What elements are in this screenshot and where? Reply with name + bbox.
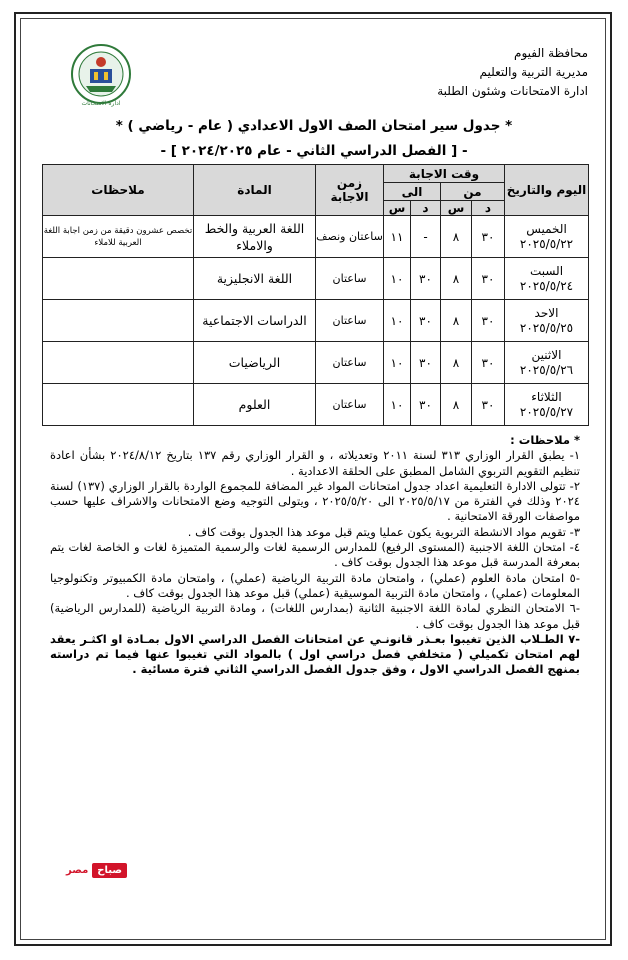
row-date: ٢٠٢٥/٥/٢٧ <box>519 404 574 419</box>
row-to-hour: ١٠ <box>384 384 411 426</box>
row-day-date <box>505 300 589 342</box>
brand-part-1: صباح <box>92 863 127 878</box>
row-subject: العلوم <box>194 384 316 426</box>
directorate-line: مديرية التربية والتعليم <box>479 65 588 79</box>
row-from-hour: ٨ <box>441 258 472 300</box>
note-item-3: ٣- تقويم مواد الانشطة التربوية يكون عمليا ويتم قبل موعد هذا الجدول بوقت كاف . <box>187 524 580 539</box>
row-subject: اللغة الانجليزية <box>194 258 316 300</box>
row-day-date <box>505 216 589 258</box>
note-item-7: -٧ الطـلاب الذين تغيبوا بعـذر قانونـي عن امتحانات الفصل الدراسي الاول بمـادة او اكثـر يعقد لهم امتحان تكميلي ( متخلفي فصل دراسي اول ) بالمواد التي تغيبوا عنها فيما تم دراسته بمنهج الفصل الدراسي الاول ، وفق جدول الفصل الدراسي الثاني فترة مسائية . <box>50 631 580 677</box>
row-day-date <box>505 342 589 384</box>
row-to-min: - <box>411 216 441 258</box>
header-to: الى <box>384 183 441 201</box>
document-subtitle: - [ الفصل الدراسي الثاني - عام ٢٠٢٤/٢٠٢٥ ] - <box>160 143 468 159</box>
row-to-min: ٣٠ <box>411 258 441 300</box>
directorate-logo <box>70 42 132 110</box>
row-from-min: ٣٠ <box>472 384 505 426</box>
header-day-date: اليوم والتاريخ <box>505 165 589 216</box>
header-from: من <box>441 183 505 201</box>
row-date: ٢٠٢٥/٥/٢٦ <box>519 362 574 377</box>
row-to-hour: ١٠ <box>384 342 411 384</box>
row-duration: ساعتان <box>316 342 384 384</box>
header-from-hour: س <box>441 201 472 216</box>
row-note <box>43 384 194 426</box>
row-to-hour: ١٠ <box>384 300 411 342</box>
header-notes: ملاحظات <box>43 165 194 216</box>
row-to-min: ٣٠ <box>411 300 441 342</box>
note-item-4: ٤- امتحان اللغة الاجنبية (المستوى الرفيع) للمدارس الرسمية لغات والرسمية المتميزة لغات و الخاصة لغات يتم بمعرفة المدرسة قبل موعد هذا الجدول بوقت كاف . <box>50 540 580 570</box>
table-row <box>43 300 589 342</box>
governorate-line: محافظة الفيوم <box>514 46 588 60</box>
notes-section <box>50 433 580 678</box>
row-to-hour: ١١ <box>384 216 411 258</box>
row-from-hour: ٨ <box>441 300 472 342</box>
row-date: ٢٠٢٥/٥/٢٥ <box>519 320 574 335</box>
table-row <box>43 384 589 426</box>
row-day: الثلاثاء <box>531 389 562 404</box>
note-item-1: ١- يطبق القرار الوزاري ٣١٣ لسنة ٢٠١١ وتعديلاته ، و القرار الوزاري رقم ١٣٧ بتاريخ ٢٠٢٤/٨/١٢ بشأن اعادة تنظيم التقويم التربوي الشامل المطبق على الحلقة الاعدادية . <box>50 448 580 478</box>
exam-schedule-table <box>42 164 589 426</box>
row-day-date <box>505 384 589 426</box>
row-day: الاثنين <box>531 347 562 362</box>
row-from-hour: ٨ <box>441 384 472 426</box>
site-watermark-logo <box>51 860 127 880</box>
header-answer-time: وقت الاجابة <box>384 165 505 183</box>
row-from-hour: ٨ <box>441 216 472 258</box>
row-day-date <box>505 258 589 300</box>
row-subject: الرياضيات <box>194 342 316 384</box>
row-duration: ساعتان ونصف <box>316 216 384 258</box>
row-from-min: ٣٠ <box>472 216 505 258</box>
ministry-header <box>338 44 588 101</box>
note-item-5: -٥ امتحان مادة العلوم (عملي) ، وامتحان مادة التربية الرياضية (عملي) ، وامتحان مادة الكمبيوتر وتكنولوجيا المعلومات (عملي) ، وامتحان مادة التربية الموسيقية (عملي) قبل موعد هذا الجدول بوقت كاف . <box>50 570 580 600</box>
header-subject: المادة <box>194 165 316 216</box>
row-day: السبت <box>529 263 564 278</box>
row-duration: ساعتان <box>316 300 384 342</box>
row-date: ٢٠٢٥/٥/٢٢ <box>519 236 574 251</box>
row-subject: اللغة العربية والخط والاملاء <box>194 216 316 258</box>
row-from-hour: ٨ <box>441 342 472 384</box>
row-day: الاحد <box>534 305 559 320</box>
row-to-hour: ١٠ <box>384 258 411 300</box>
header-from-min: د <box>472 201 505 216</box>
row-duration: ساعتان <box>316 258 384 300</box>
row-subject: الدراسات الاجتماعية <box>194 300 316 342</box>
row-duration: ساعتان <box>316 384 384 426</box>
table-row <box>43 342 589 384</box>
row-from-min: ٣٠ <box>472 300 505 342</box>
note-item-2: ٢- تتولى الادارة التعليمية اعداد جدول امتحانات المواد غير المضافة للمجموع الواردة بالقرار الوزاري (١٣٧) لسنة ٢٠٢٤ وذلك في الفترة من ٢٠٢٥/٥/١٧ الى ٢٠٢٥/٥/٢٠ ، ويتولى التوجيه وضع الامتحانات والاشراف عليها حسب مواصفات الورقة الامتحانية . <box>50 478 580 524</box>
header-to-hour: س <box>384 201 411 216</box>
row-note: تخصص عشرون دقيقة من زمن اجابة اللغة العربية للاملاء <box>43 216 194 258</box>
department-line: ادارة الامتحانات وشئون الطلبة <box>437 84 588 98</box>
row-to-min: ٣٠ <box>411 384 441 426</box>
row-note <box>43 300 194 342</box>
row-note <box>43 342 194 384</box>
row-day: الخميس <box>526 221 567 236</box>
notes-heading: * ملاحظات : <box>510 433 580 447</box>
svg-text:ادارة الامتحانات: ادارة الامتحانات <box>81 100 121 107</box>
header-duration: زمن الاجابة <box>316 165 384 216</box>
row-from-min: ٣٠ <box>472 342 505 384</box>
row-from-min: ٣٠ <box>472 258 505 300</box>
note-item-6: -٦ الامتحان النظري لمادة اللغة الاجنبية الثانية (بمدارس اللغات) ، ومادة التربية الرياضية (للمدارس الرياضية) قبل موعد هذا الجدول بوقت كاف . <box>50 601 580 631</box>
row-date: ٢٠٢٥/٥/٢٤ <box>519 278 574 293</box>
table-row <box>43 216 589 258</box>
document-title: * جدول سير امتحان الصف الاول الاعدادي ( عام - رياضي ) * <box>115 118 513 134</box>
row-note <box>43 258 194 300</box>
header-to-min: د <box>411 201 441 216</box>
row-to-min: ٣٠ <box>411 342 441 384</box>
brand-part-2: مصر <box>66 864 89 876</box>
table-row <box>43 258 589 300</box>
